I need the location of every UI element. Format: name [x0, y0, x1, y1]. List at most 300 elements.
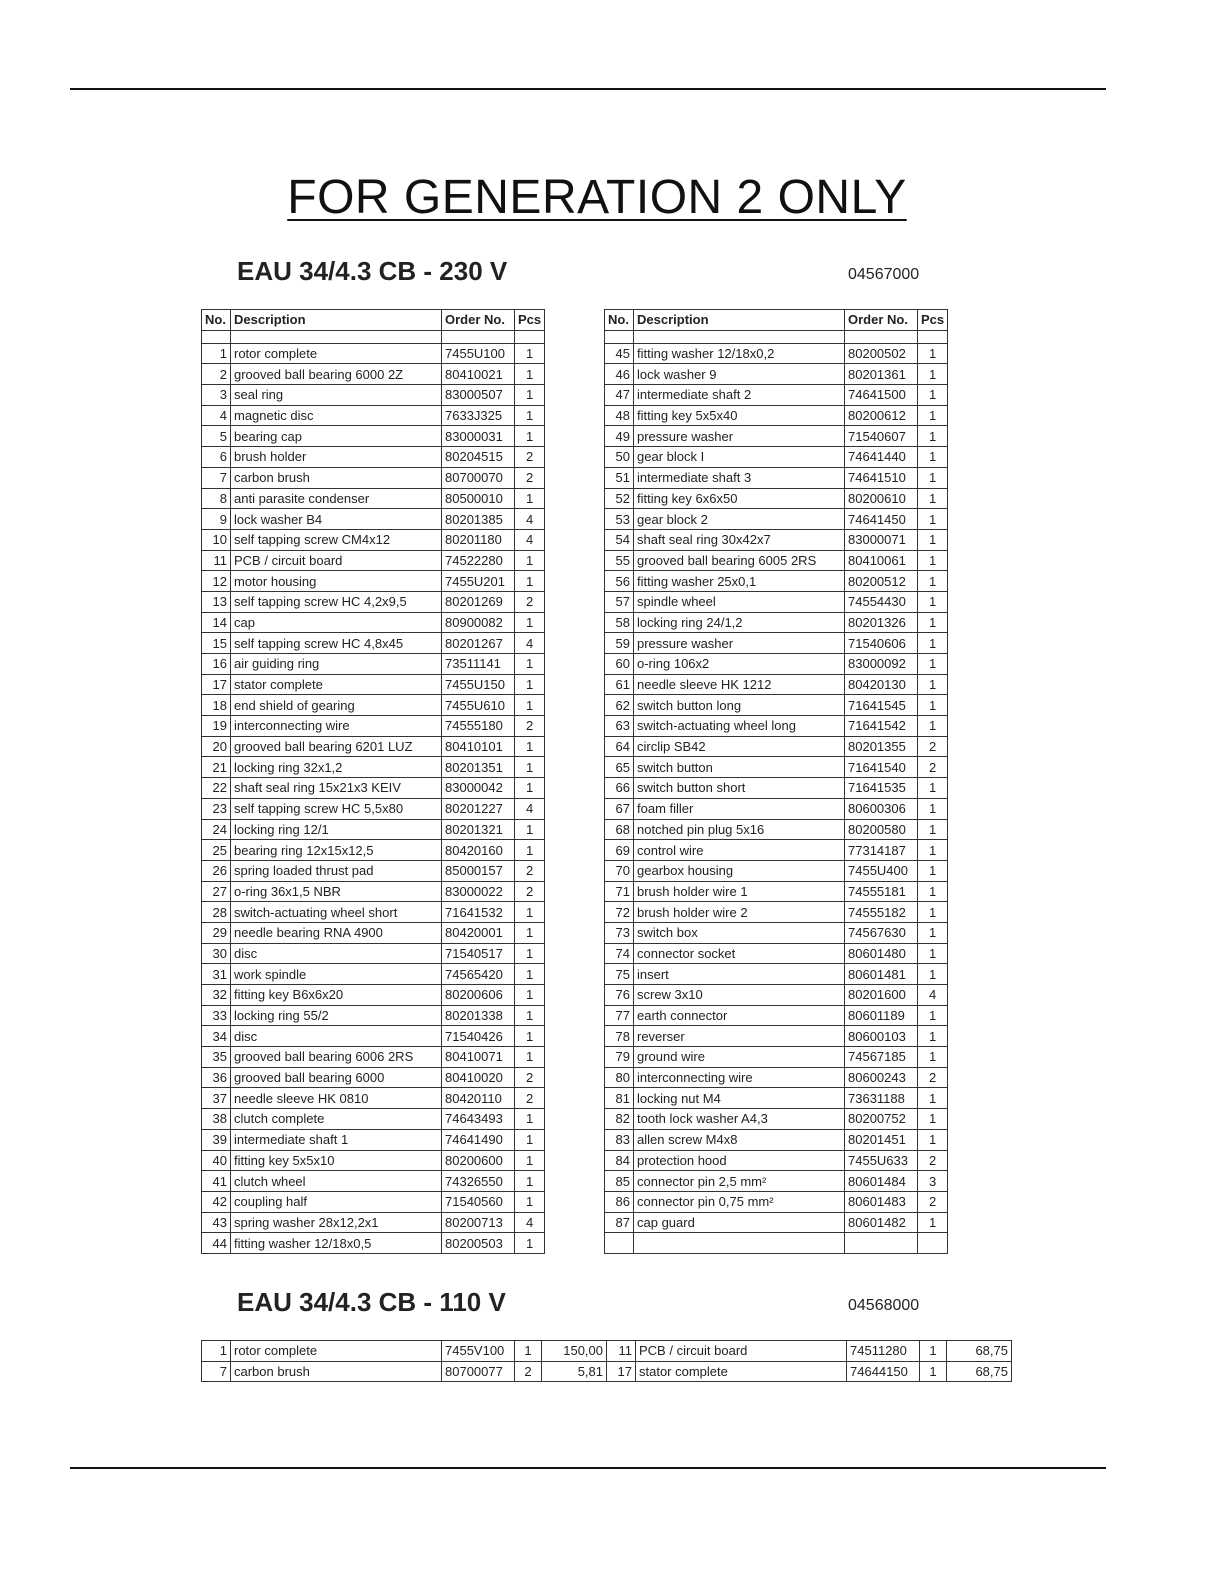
cell-desc: notched pin plug 5x16	[634, 819, 845, 840]
cell-pcs: 1	[515, 1233, 545, 1254]
table-row	[605, 1005, 948, 1026]
table-row	[202, 716, 545, 737]
table-row	[605, 488, 948, 509]
table-row	[202, 1005, 545, 1026]
cell-ord: 80201180	[442, 529, 515, 550]
cell-no: 62	[605, 695, 634, 716]
cell-no: 41	[202, 1171, 231, 1192]
cell-desc: fitting key 6x6x50	[634, 488, 845, 509]
cell-no: 17	[202, 674, 231, 695]
cell-ord: 80410071	[442, 1047, 515, 1068]
cell-ord: 71641542	[845, 716, 918, 737]
cell-no: 17	[607, 1361, 636, 1382]
table-row	[605, 364, 948, 385]
table-row	[202, 922, 545, 943]
cell-pcs: 1	[918, 695, 948, 716]
cell-desc: switch-actuating wheel short	[231, 902, 442, 923]
table-row	[605, 550, 948, 571]
cell-ord: 80201267	[442, 633, 515, 654]
cell-desc: gearbox housing	[634, 860, 845, 881]
cell-desc: fitting washer 12/18x0,5	[231, 1233, 442, 1254]
cell-ord: 80201269	[442, 591, 515, 612]
table-row	[605, 881, 948, 902]
cell-desc: grooved ball bearing 6005 2RS	[634, 550, 845, 571]
cell-pcs: 1	[515, 488, 545, 509]
cell-pcs: 1	[515, 1047, 545, 1068]
cell-ord: 80410101	[442, 736, 515, 757]
cell-ord: 80900082	[442, 612, 515, 633]
cell-no: 33	[202, 1005, 231, 1026]
cell-desc: connector socket	[634, 943, 845, 964]
cell-pcs: 1	[918, 1129, 948, 1150]
cell-ord: 80601480	[845, 943, 918, 964]
cell-desc: spring loaded thrust pad	[231, 860, 442, 881]
cell-desc: gear block 2	[634, 509, 845, 530]
header-order-no: Order No.	[442, 310, 515, 331]
cell-no: 13	[202, 591, 231, 612]
table-row	[605, 612, 948, 633]
cell-no: 7	[202, 467, 231, 488]
cell-pcs: 1	[918, 881, 948, 902]
cell-ord: 80410020	[442, 1067, 515, 1088]
table-row	[202, 819, 545, 840]
cell-ord: 80200580	[845, 819, 918, 840]
cell-no: 64	[605, 736, 634, 757]
cell-desc: spindle wheel	[634, 591, 845, 612]
cell-no: 66	[605, 778, 634, 799]
cell-pcs: 1	[918, 964, 948, 985]
table-row	[605, 922, 948, 943]
cell-no: 40	[202, 1150, 231, 1171]
cell-ord: 74641500	[845, 385, 918, 406]
cell-desc: stator complete	[231, 674, 442, 695]
cell-no: 45	[605, 343, 634, 364]
cell-pcs: 2	[918, 1150, 948, 1171]
header-no: No.	[605, 310, 634, 331]
table-row	[605, 426, 948, 447]
cell-ord: 80201600	[845, 985, 918, 1006]
model-code-110v: 04568000	[848, 1297, 920, 1314]
cell-pcs: 4	[515, 529, 545, 550]
cell-no: 60	[605, 654, 634, 675]
cell-desc: disc	[231, 1026, 442, 1047]
table-row	[202, 1341, 1012, 1362]
cell-pcs: 1	[918, 798, 948, 819]
table-row	[202, 964, 545, 985]
cell-ord: 83000022	[442, 881, 515, 902]
cell-ord: 73511141	[442, 654, 515, 675]
cell-no: 11	[202, 550, 231, 571]
table-row	[202, 571, 545, 592]
cell-pcs: 1	[515, 757, 545, 778]
cell-pcs: 1	[918, 1047, 948, 1068]
cell-pcs: 1	[918, 860, 948, 881]
cell-ord: 80600103	[845, 1026, 918, 1047]
cell-desc: grooved ball bearing 6000 2Z	[231, 364, 442, 385]
cell-ord: 74567630	[845, 922, 918, 943]
cell-desc: cap guard	[634, 1212, 845, 1233]
cell-desc: fitting key 5x5x40	[634, 405, 845, 426]
cell-ord: 80420110	[442, 1088, 515, 1109]
cell-pcs: 1	[515, 550, 545, 571]
table-row	[202, 1212, 545, 1233]
cell-no: 2	[202, 364, 231, 385]
cell-desc: connector pin 0,75 mm²	[634, 1191, 845, 1212]
cell-ord: 80420130	[845, 674, 918, 695]
cell-ord: 80200503	[442, 1233, 515, 1254]
cell-pcs: 1	[515, 1109, 545, 1130]
cell-ord: 71540607	[845, 426, 918, 447]
cell-no: 80	[605, 1067, 634, 1088]
table-row	[605, 1129, 948, 1150]
cell-price: 5,81	[542, 1361, 607, 1382]
cell-ord: 7455V100	[442, 1341, 515, 1362]
cell-desc: locking ring 12/1	[231, 819, 442, 840]
cell-no: 30	[202, 943, 231, 964]
cell-ord: 80500010	[442, 488, 515, 509]
cell-pcs: 1	[918, 612, 948, 633]
cell-pcs: 3	[918, 1171, 948, 1192]
cell-ord: 85000157	[442, 860, 515, 881]
cell-ord: 7455U150	[442, 674, 515, 695]
cell-desc: locking nut M4	[634, 1088, 845, 1109]
table-row	[202, 488, 545, 509]
cell-desc: locking ring 55/2	[231, 1005, 442, 1026]
cell-desc: fitting washer 12/18x0,2	[634, 343, 845, 364]
cell-desc: intermediate shaft 2	[634, 385, 845, 406]
cell-ord: 74555182	[845, 902, 918, 923]
cell-desc: disc	[231, 943, 442, 964]
cell-ord: 80420160	[442, 840, 515, 861]
table-row	[605, 860, 948, 881]
cell-ord: 80600306	[845, 798, 918, 819]
table-row	[605, 964, 948, 985]
table-row	[202, 343, 545, 364]
table-row	[605, 571, 948, 592]
table-row	[202, 1088, 545, 1109]
table-row	[202, 1191, 545, 1212]
cell-no: 86	[605, 1191, 634, 1212]
table-row	[605, 633, 948, 654]
cell-desc: connector pin 2,5 mm²	[634, 1171, 845, 1192]
cell-no: 36	[202, 1067, 231, 1088]
cell-desc: self tapping screw HC 5,5x80	[231, 798, 442, 819]
cell-ord: 74555180	[442, 716, 515, 737]
cell-no: 85	[605, 1171, 634, 1192]
cell-desc: grooved ball bearing 6006 2RS	[231, 1047, 442, 1068]
cell-desc: shaft seal ring 30x42x7	[634, 529, 845, 550]
cell-desc: air guiding ring	[231, 654, 442, 675]
cell-pcs: 1	[918, 716, 948, 737]
cell-no: 59	[605, 633, 634, 654]
cell-ord: 73631188	[845, 1088, 918, 1109]
cell-desc: protection hood	[634, 1150, 845, 1171]
cell-no: 73	[605, 922, 634, 943]
table-row	[605, 447, 948, 468]
table-row	[605, 1026, 948, 1047]
cell-pcs: 1	[918, 509, 948, 530]
header-description: Description	[231, 310, 442, 331]
table-row	[605, 716, 948, 737]
cell-no: 44	[202, 1233, 231, 1254]
cell-no: 3	[202, 385, 231, 406]
cell-no: 20	[202, 736, 231, 757]
cell-ord: 80201351	[442, 757, 515, 778]
table-row	[605, 902, 948, 923]
cell-pcs: 2	[918, 757, 948, 778]
cell-no: 55	[605, 550, 634, 571]
cell-desc: intermediate shaft 1	[231, 1129, 442, 1150]
cell-no: 74	[605, 943, 634, 964]
cell-no: 14	[202, 612, 231, 633]
table-row	[202, 509, 545, 530]
cell-no: 65	[605, 757, 634, 778]
cell-desc: clutch wheel	[231, 1171, 442, 1192]
table-row	[202, 385, 545, 406]
cell-desc: pressure washer	[634, 426, 845, 447]
cell-ord: 80601189	[845, 1005, 918, 1026]
table-row	[202, 695, 545, 716]
cell-ord: 74522280	[442, 550, 515, 571]
cell-ord: 74644150	[847, 1361, 920, 1382]
table-row	[605, 529, 948, 550]
cell-desc: control wire	[634, 840, 845, 861]
cell-desc: coupling half	[231, 1191, 442, 1212]
cell-desc: PCB / circuit board	[231, 550, 442, 571]
cell-pcs: 1	[515, 1341, 542, 1362]
cell-ord: 74555181	[845, 881, 918, 902]
cell-no: 50	[605, 447, 634, 468]
cell-ord: 80420001	[442, 922, 515, 943]
table-row	[605, 343, 948, 364]
cell-pcs: 4	[515, 633, 545, 654]
cell-desc: spring washer 28x12,2x1	[231, 1212, 442, 1233]
table-row	[202, 405, 545, 426]
cell-desc: carbon brush	[231, 1361, 442, 1382]
cell-desc: brush holder wire 1	[634, 881, 845, 902]
table-row	[202, 736, 545, 757]
cell-pcs: 1	[515, 1150, 545, 1171]
table-row	[202, 985, 545, 1006]
cell-pcs: 2	[918, 736, 948, 757]
cell-ord: 80601483	[845, 1191, 918, 1212]
cell-no: 52	[605, 488, 634, 509]
cell-pcs: 1	[515, 1005, 545, 1026]
cell-pcs: 4	[515, 509, 545, 530]
cell-desc: interconnecting wire	[634, 1067, 845, 1088]
cell-ord: 80201361	[845, 364, 918, 385]
cell-pcs: 1	[920, 1341, 947, 1362]
cell-desc: interconnecting wire	[231, 716, 442, 737]
cell-pcs: 1	[515, 364, 545, 385]
cell-ord: 71540560	[442, 1191, 515, 1212]
cell-pcs: 1	[918, 633, 948, 654]
cell-desc: earth connector	[634, 1005, 845, 1026]
table-row	[202, 1233, 545, 1254]
cell-pcs: 1	[918, 467, 948, 488]
table-row	[605, 654, 948, 675]
cell-pcs: 2	[515, 881, 545, 902]
table-row	[202, 757, 545, 778]
cell-desc: locking ring 32x1,2	[231, 757, 442, 778]
cell-ord: 83000092	[845, 654, 918, 675]
cell-ord: 74641490	[442, 1129, 515, 1150]
cell-no: 5	[202, 426, 231, 447]
cell-pcs: 2	[515, 1361, 542, 1382]
cell-pcs: 2	[515, 447, 545, 468]
cell-desc: fitting key 5x5x10	[231, 1150, 442, 1171]
cell-pcs: 2	[515, 716, 545, 737]
table-row	[605, 674, 948, 695]
table-row	[605, 1067, 948, 1088]
cell-ord: 74511280	[847, 1341, 920, 1362]
cell-no: 54	[605, 529, 634, 550]
cell-no: 77	[605, 1005, 634, 1026]
cell-pcs: 1	[515, 674, 545, 695]
table-row	[202, 1361, 1012, 1382]
table-row	[605, 943, 948, 964]
cell-no: 11	[607, 1341, 636, 1362]
cell-pcs: 1	[918, 674, 948, 695]
cell-no: 82	[605, 1109, 634, 1130]
table-row	[202, 654, 545, 675]
table-row-empty	[605, 1233, 948, 1254]
cell-ord: 80200512	[845, 571, 918, 592]
cell-no: 23	[202, 798, 231, 819]
cell-pcs: 1	[918, 550, 948, 571]
table-row	[605, 1109, 948, 1130]
header-order-no: Order No.	[845, 310, 918, 331]
cell-no: 79	[605, 1047, 634, 1068]
cell-desc: o-ring 106x2	[634, 654, 845, 675]
cell-ord: 77314187	[845, 840, 918, 861]
table-row	[202, 943, 545, 964]
cell-price: 68,75	[947, 1341, 1012, 1362]
cell-desc: reverser	[634, 1026, 845, 1047]
cell-no: 84	[605, 1150, 634, 1171]
cell-desc: switch button	[634, 757, 845, 778]
cell-desc: lock washer B4	[231, 509, 442, 530]
cell-desc: fitting washer 25x0,1	[634, 571, 845, 592]
table-row	[605, 1191, 948, 1212]
cell-desc: carbon brush	[231, 467, 442, 488]
cell-desc: stator complete	[636, 1361, 847, 1382]
cell-desc: locking ring 24/1,2	[634, 612, 845, 633]
parts-table-left	[201, 309, 545, 1254]
cell-pcs: 1	[918, 364, 948, 385]
cell-pcs: 1	[918, 1026, 948, 1047]
table-row	[605, 985, 948, 1006]
cell-no: 27	[202, 881, 231, 902]
cell-no: 19	[202, 716, 231, 737]
cell-pcs: 1	[515, 736, 545, 757]
cell-pcs: 1	[515, 571, 545, 592]
cell-no: 78	[605, 1026, 634, 1047]
table-row	[605, 1047, 948, 1068]
header-description: Description	[634, 310, 845, 331]
cell-ord: 80601482	[845, 1212, 918, 1233]
cell-ord: 7455U100	[442, 343, 515, 364]
cell-no: 31	[202, 964, 231, 985]
cell-ord: 80601484	[845, 1171, 918, 1192]
cell-no: 16	[202, 654, 231, 675]
cell-desc: self tapping screw CM4x12	[231, 529, 442, 550]
table-row	[605, 695, 948, 716]
cell-ord: 80700077	[442, 1361, 515, 1382]
cell-no: 76	[605, 985, 634, 1006]
table-row	[202, 902, 545, 923]
cell-desc: bearing ring 12x15x12,5	[231, 840, 442, 861]
cell-desc: o-ring 36x1,5 NBR	[231, 881, 442, 902]
cell-ord: 80700070	[442, 467, 515, 488]
table-row	[605, 819, 948, 840]
cell-no: 68	[605, 819, 634, 840]
page-title: FOR GENERATION 2 ONLY	[287, 171, 907, 224]
cell-pcs: 2	[515, 860, 545, 881]
cell-desc: switch-actuating wheel long	[634, 716, 845, 737]
table-row	[202, 364, 545, 385]
cell-pcs: 1	[515, 922, 545, 943]
table-row	[202, 426, 545, 447]
cell-desc: cap	[231, 612, 442, 633]
cell-no: 87	[605, 1212, 634, 1233]
cell-pcs: 2	[515, 1088, 545, 1109]
table-row	[202, 840, 545, 861]
cell-pcs: 4	[515, 1212, 545, 1233]
cell-ord: 7633J325	[442, 405, 515, 426]
model-title-230v: EAU 34/4.3 CB - 230 V	[237, 256, 508, 286]
cell-desc: clutch complete	[231, 1109, 442, 1130]
table-row	[605, 840, 948, 861]
cell-pcs: 1	[918, 343, 948, 364]
cell-ord: 80201385	[442, 509, 515, 530]
cell-no: 69	[605, 840, 634, 861]
model-code-230v: 04567000	[848, 266, 920, 283]
cell-pcs: 1	[918, 943, 948, 964]
cell-no: 71	[605, 881, 634, 902]
cell-no: 47	[605, 385, 634, 406]
cell-ord: 71540606	[845, 633, 918, 654]
cell-no: 7	[202, 1361, 231, 1382]
cell-ord: 80410021	[442, 364, 515, 385]
cell-desc: switch box	[634, 922, 845, 943]
cell-pcs: 1	[918, 1109, 948, 1130]
cell-pcs: 1	[918, 488, 948, 509]
cell-no: 67	[605, 798, 634, 819]
cell-desc: rotor complete	[231, 343, 442, 364]
cell-desc: pressure washer	[634, 633, 845, 654]
cell-no: 15	[202, 633, 231, 654]
table-row	[202, 529, 545, 550]
bottom-rule	[70, 1467, 1106, 1469]
cell-pcs: 2	[515, 1067, 545, 1088]
cell-ord: 7455U610	[442, 695, 515, 716]
top-rule	[70, 88, 1106, 90]
cell-ord: 80201326	[845, 612, 918, 633]
cell-no: 46	[605, 364, 634, 385]
cell-ord: 71540426	[442, 1026, 515, 1047]
table-row	[202, 1129, 545, 1150]
cell-pcs: 2	[515, 591, 545, 612]
cell-pcs: 1	[918, 385, 948, 406]
cell-desc: grooved ball bearing 6201 LUZ	[231, 736, 442, 757]
cell-desc: bearing cap	[231, 426, 442, 447]
cell-no: 51	[605, 467, 634, 488]
cell-no: 37	[202, 1088, 231, 1109]
cell-desc: magnetic disc	[231, 405, 442, 426]
table-row	[202, 1026, 545, 1047]
cell-ord: 80200600	[442, 1150, 515, 1171]
